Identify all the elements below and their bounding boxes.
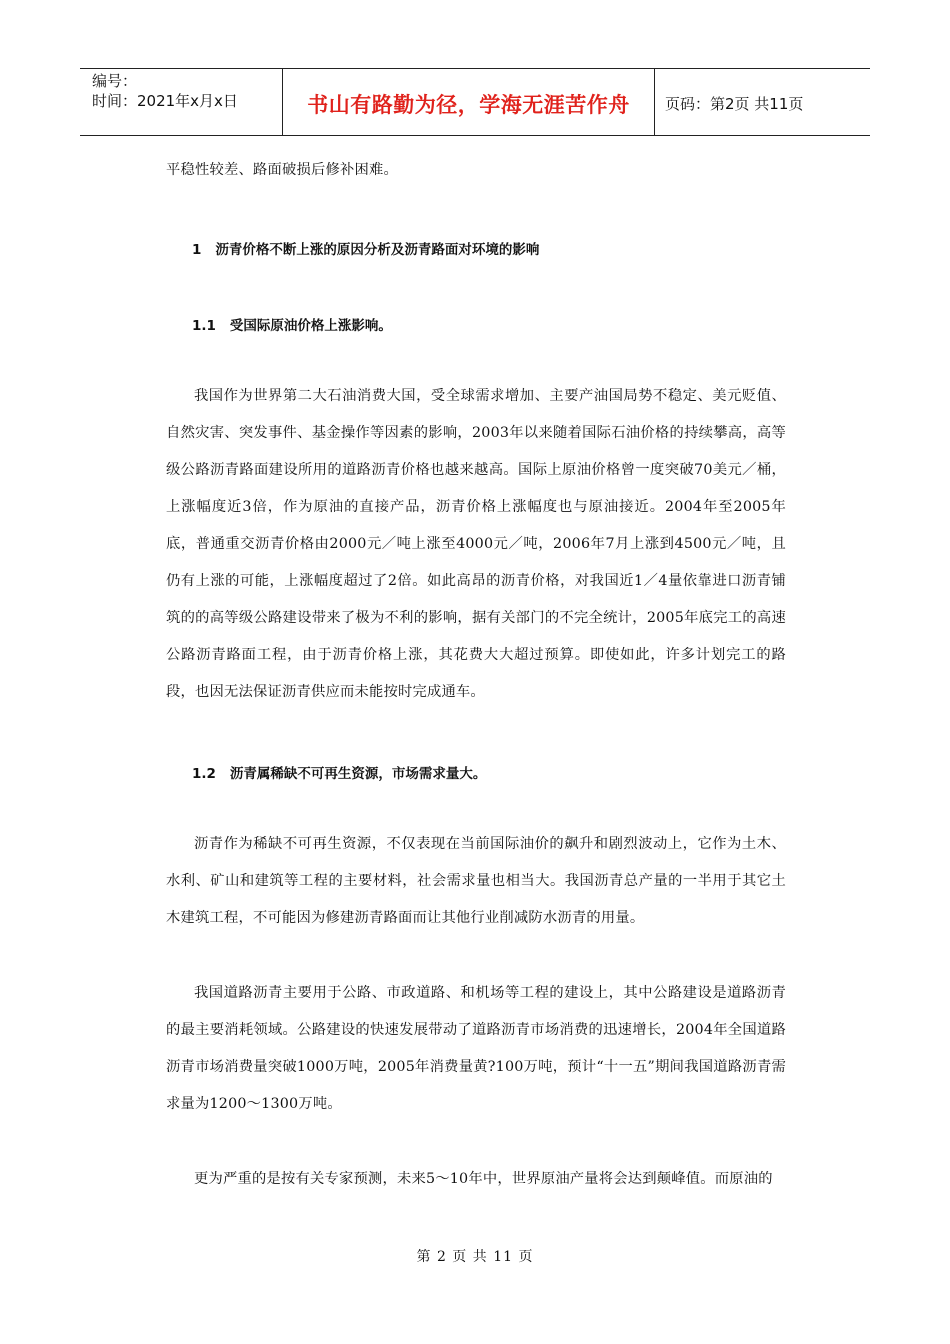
paragraph-4: [166, 1161, 786, 1198]
section-1-heading: [166, 238, 786, 258]
section-title: 受国际原油价格上涨影响。: [229, 318, 392, 334]
document-time-label: 时间：2021年x月x日: [92, 92, 238, 110]
paragraph-2: [166, 826, 786, 937]
continuation-text: 平稳性较差、路面破损后修补困难。: [166, 162, 398, 178]
header-motto: 书山有路勤为径，学海无涯苦作舟: [282, 69, 655, 135]
document-body: [166, 152, 786, 189]
paragraph-text: 我国作为世界第二大石油消费大国，受全球需求增加、主要产油国局势不稳定、美元贬值、自然灾害、突发事件、基金操作等因素的影响，2003年以来随着国际石油价格的持续攀高，高等级公路沥青路面建设所用的道路沥青价格也越来越高。国际上原油价格曾一度突破70美元／桶，上涨幅度近3倍，作为原油的直接产品，沥青价格上涨幅度也与原油接近。2004年至2005年底，普通重交沥青价格由2000元／吨上涨至4000元／吨，2006年7月上涨到4500元／吨，且仍有上涨的可能，上涨幅度超过了2倍。如此高昂的沥青价格，对我国近1／4量依靠进口沥青铺筑的的高等级公路建设带来了极为不利的影响，据有关部门的不完全统计，2005年底完工的高速公路沥青路面工程，由于沥青价格上涨，其花费大大超过预算。即使如此，许多计划完工的路段，也因无法保证沥青供应而未能按时完成通车。: [166, 388, 786, 700]
paragraph-text: 更为严重的是按有关专家预测，未来5～10年中，世界原油产量将会达到颠峰值。而原油的: [194, 1171, 773, 1187]
page-footer: 第 2 页 共 11 页: [416, 1249, 534, 1265]
section-title: 沥青属稀缺不可再生资源，市场需求量大。: [229, 766, 487, 782]
header-meta: [80, 69, 282, 135]
header-page-label: 页码：第2页 共11页: [665, 94, 804, 113]
paragraph-3: [166, 975, 786, 1123]
page-header: [80, 68, 870, 136]
section-number: 1.1: [192, 318, 216, 334]
section-1-2-heading: [166, 762, 786, 782]
section-number: 1.2: [192, 766, 216, 782]
section-1-1-heading: [166, 314, 786, 334]
paragraph-1: [166, 378, 786, 711]
document-number-label: 编号：: [92, 72, 138, 90]
section-title: 沥青价格不断上涨的原因分析及沥青路面对环境的影响: [215, 242, 540, 258]
section-number: 1: [192, 242, 202, 258]
paragraph-text: 沥青作为稀缺不可再生资源，不仅表现在当前国际油价的飙升和剧烈波动上，它作为土木、水利、矿山和建筑等工程的主要材料，社会需求量也相当大。我国沥青总产量的一半用于其它土木建筑工程，不可能因为修建沥青路面而让其他行业削减防水沥青的用量。: [166, 836, 786, 926]
paragraph-text: 我国道路沥青主要用于公路、市政道路、和机场等工程的建设上，其中公路建设是道路沥青的最主要消耗领域。公路建设的快速发展带动了道路沥青市场消费的迅速增长，2004年全国道路沥青市场消费量突破1000万吨，2005年消费量黄?100万吨，预计“十一五”期间我国道路沥青需求量为1200～1300万吨。: [166, 985, 786, 1112]
